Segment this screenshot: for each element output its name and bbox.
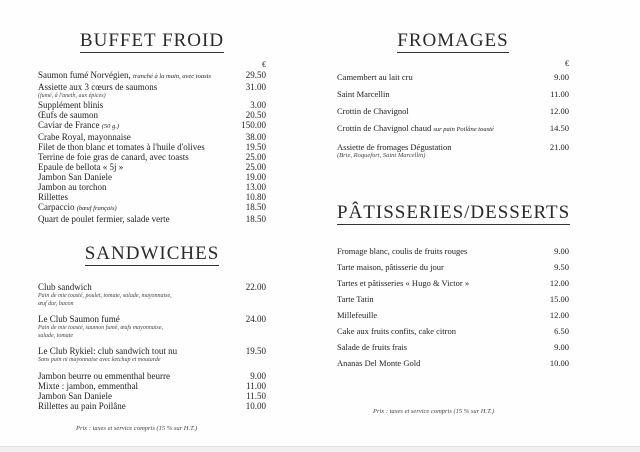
buffet-item: Jambon San Daniele 19.00 [38, 172, 266, 182]
page-edge [0, 446, 640, 452]
buffet-item: Quart de poulet fermier, salade verte 18.50 [38, 214, 266, 224]
sandwich-item-sub: œuf dur, bacon [38, 301, 74, 307]
sandwich-item: Club sandwich 22.00 [38, 282, 266, 292]
dessert-item: Cake aux fruits confits, cake citron 6.50 [337, 326, 569, 336]
sandwich-simple-item: Rillettes au pain Poilâne 10.00 [38, 401, 266, 411]
fromages-section [337, 30, 569, 160]
buffet-item-sub: (fumé, à l'aneth, aux épices) [38, 93, 106, 99]
buffet-item: Crabe Royal, mayonnaise 38.00 [38, 132, 266, 142]
buffet-item: Saumon fumé Norvégien, tranché à la main, avec toasts 29.50 [38, 70, 266, 80]
sandwich-item-sub: Pain de mie toasté, saumon fumé, œufs mayonnaise, [38, 325, 163, 331]
buffet-list [38, 70, 266, 224]
buffet-item: Assiette aux 3 cœurs de saumons 31.00 [38, 82, 266, 92]
fromage-item: Crottin de Chavignol 12.00 [337, 106, 569, 116]
buffet-item: Œufs de saumon 20.50 [38, 110, 266, 120]
buffet-currency: € [262, 60, 266, 69]
buffet-item: Carpaccio (bœuf français) 18.50 [38, 202, 266, 212]
sandwiches-title-text: SANDWICHES [84, 243, 220, 264]
dessert-item: Ananas Del Monte Gold 10.00 [337, 358, 569, 368]
sandwich-item-sub: Sans pain ni mayonnaise avec ketchup et moutarde [38, 357, 161, 363]
sandwiches-footnote: Prix : taxes et service compris (15 % sur H.T.) [76, 425, 198, 432]
buffet-item: Supplément blinis 3.00 [38, 100, 266, 110]
buffet-section [38, 30, 266, 224]
fromages-title-text: FROMAGES [397, 30, 509, 51]
sandwich-item: Le Club Rykiel: club sandwich tout nu 19.50 [38, 346, 266, 356]
fromage-item: Assiette de fromages Dégustation 21.00 [337, 142, 569, 152]
sandwich-item: Le Club Saumon fumé 24.00 [38, 314, 266, 324]
desserts-title-text: PÂTISSERIES/DESSERTS [337, 202, 571, 223]
buffet-item: Caviar de France (50 g.) 150.00 [38, 120, 266, 130]
dessert-item: Tartes et pâtisseries « Hugo & Victor » 12.00 [337, 278, 569, 288]
desserts-footnote: Prix : taxes et service compris (15 % sur H.T.) [373, 408, 495, 415]
dessert-item: Salade de fruits frais 9.00 [337, 342, 569, 352]
desserts-title [337, 202, 569, 226]
fromages-currency: € [565, 59, 569, 68]
sandwich-simple-item: Jambon beurre ou emmenthal beurre 9.00 [38, 371, 266, 381]
sandwich-item-sub: salade, tomate [38, 333, 73, 339]
fromages-title [337, 30, 569, 54]
fromage-item: Camembert au lait cru 9.00 [337, 72, 569, 82]
dessert-item: Fromage blanc, coulis de fruits rouges 9.00 [337, 246, 569, 256]
buffet-item: Epaule de bellota « 5j » 25.00 [38, 162, 266, 172]
sandwich-simple-item: Jambon San Daniele 11.50 [38, 391, 266, 401]
buffet-item: Filet de thon blanc et tomates à l'huile d'olives 19.50 [38, 142, 266, 152]
fromage-item: Crottin de Chavignol chaud sur pain Poilâne toasté 14.50 [337, 123, 569, 133]
sandwich-simple-item: Mixte : jambon, emmenthal 11.00 [38, 381, 266, 391]
buffet-item: Jambon au torchon 13.00 [38, 182, 266, 192]
buffet-title [38, 30, 266, 54]
fromages-list [337, 72, 569, 160]
fromage-item: Saint Marcellin 11.00 [337, 89, 569, 99]
buffet-item: Rillettes 10.80 [38, 192, 266, 202]
sandwich-list [38, 282, 266, 411]
buffet-item: Terrine de foie gras de canard, avec toasts 25.00 [38, 152, 266, 162]
dessert-item: Tarte maison, pâtisserie du jour 9.50 [337, 262, 569, 272]
desserts-list [337, 246, 569, 368]
sandwiches-section [38, 243, 266, 411]
sandwiches-title [38, 243, 266, 267]
sandwich-item-sub: Pain de mie toasté, poulet, tomate, salade, mayonnaise, [38, 293, 172, 299]
desserts-section [337, 202, 569, 368]
buffet-title-text: BUFFET FROID [79, 30, 225, 51]
fromage-item-sub: (Brie, Roquefort, Saint Marcellin) [337, 152, 426, 159]
dessert-item: Millefeuille 12.00 [337, 310, 569, 320]
dessert-item: Tarte Tatin 15.00 [337, 294, 569, 304]
